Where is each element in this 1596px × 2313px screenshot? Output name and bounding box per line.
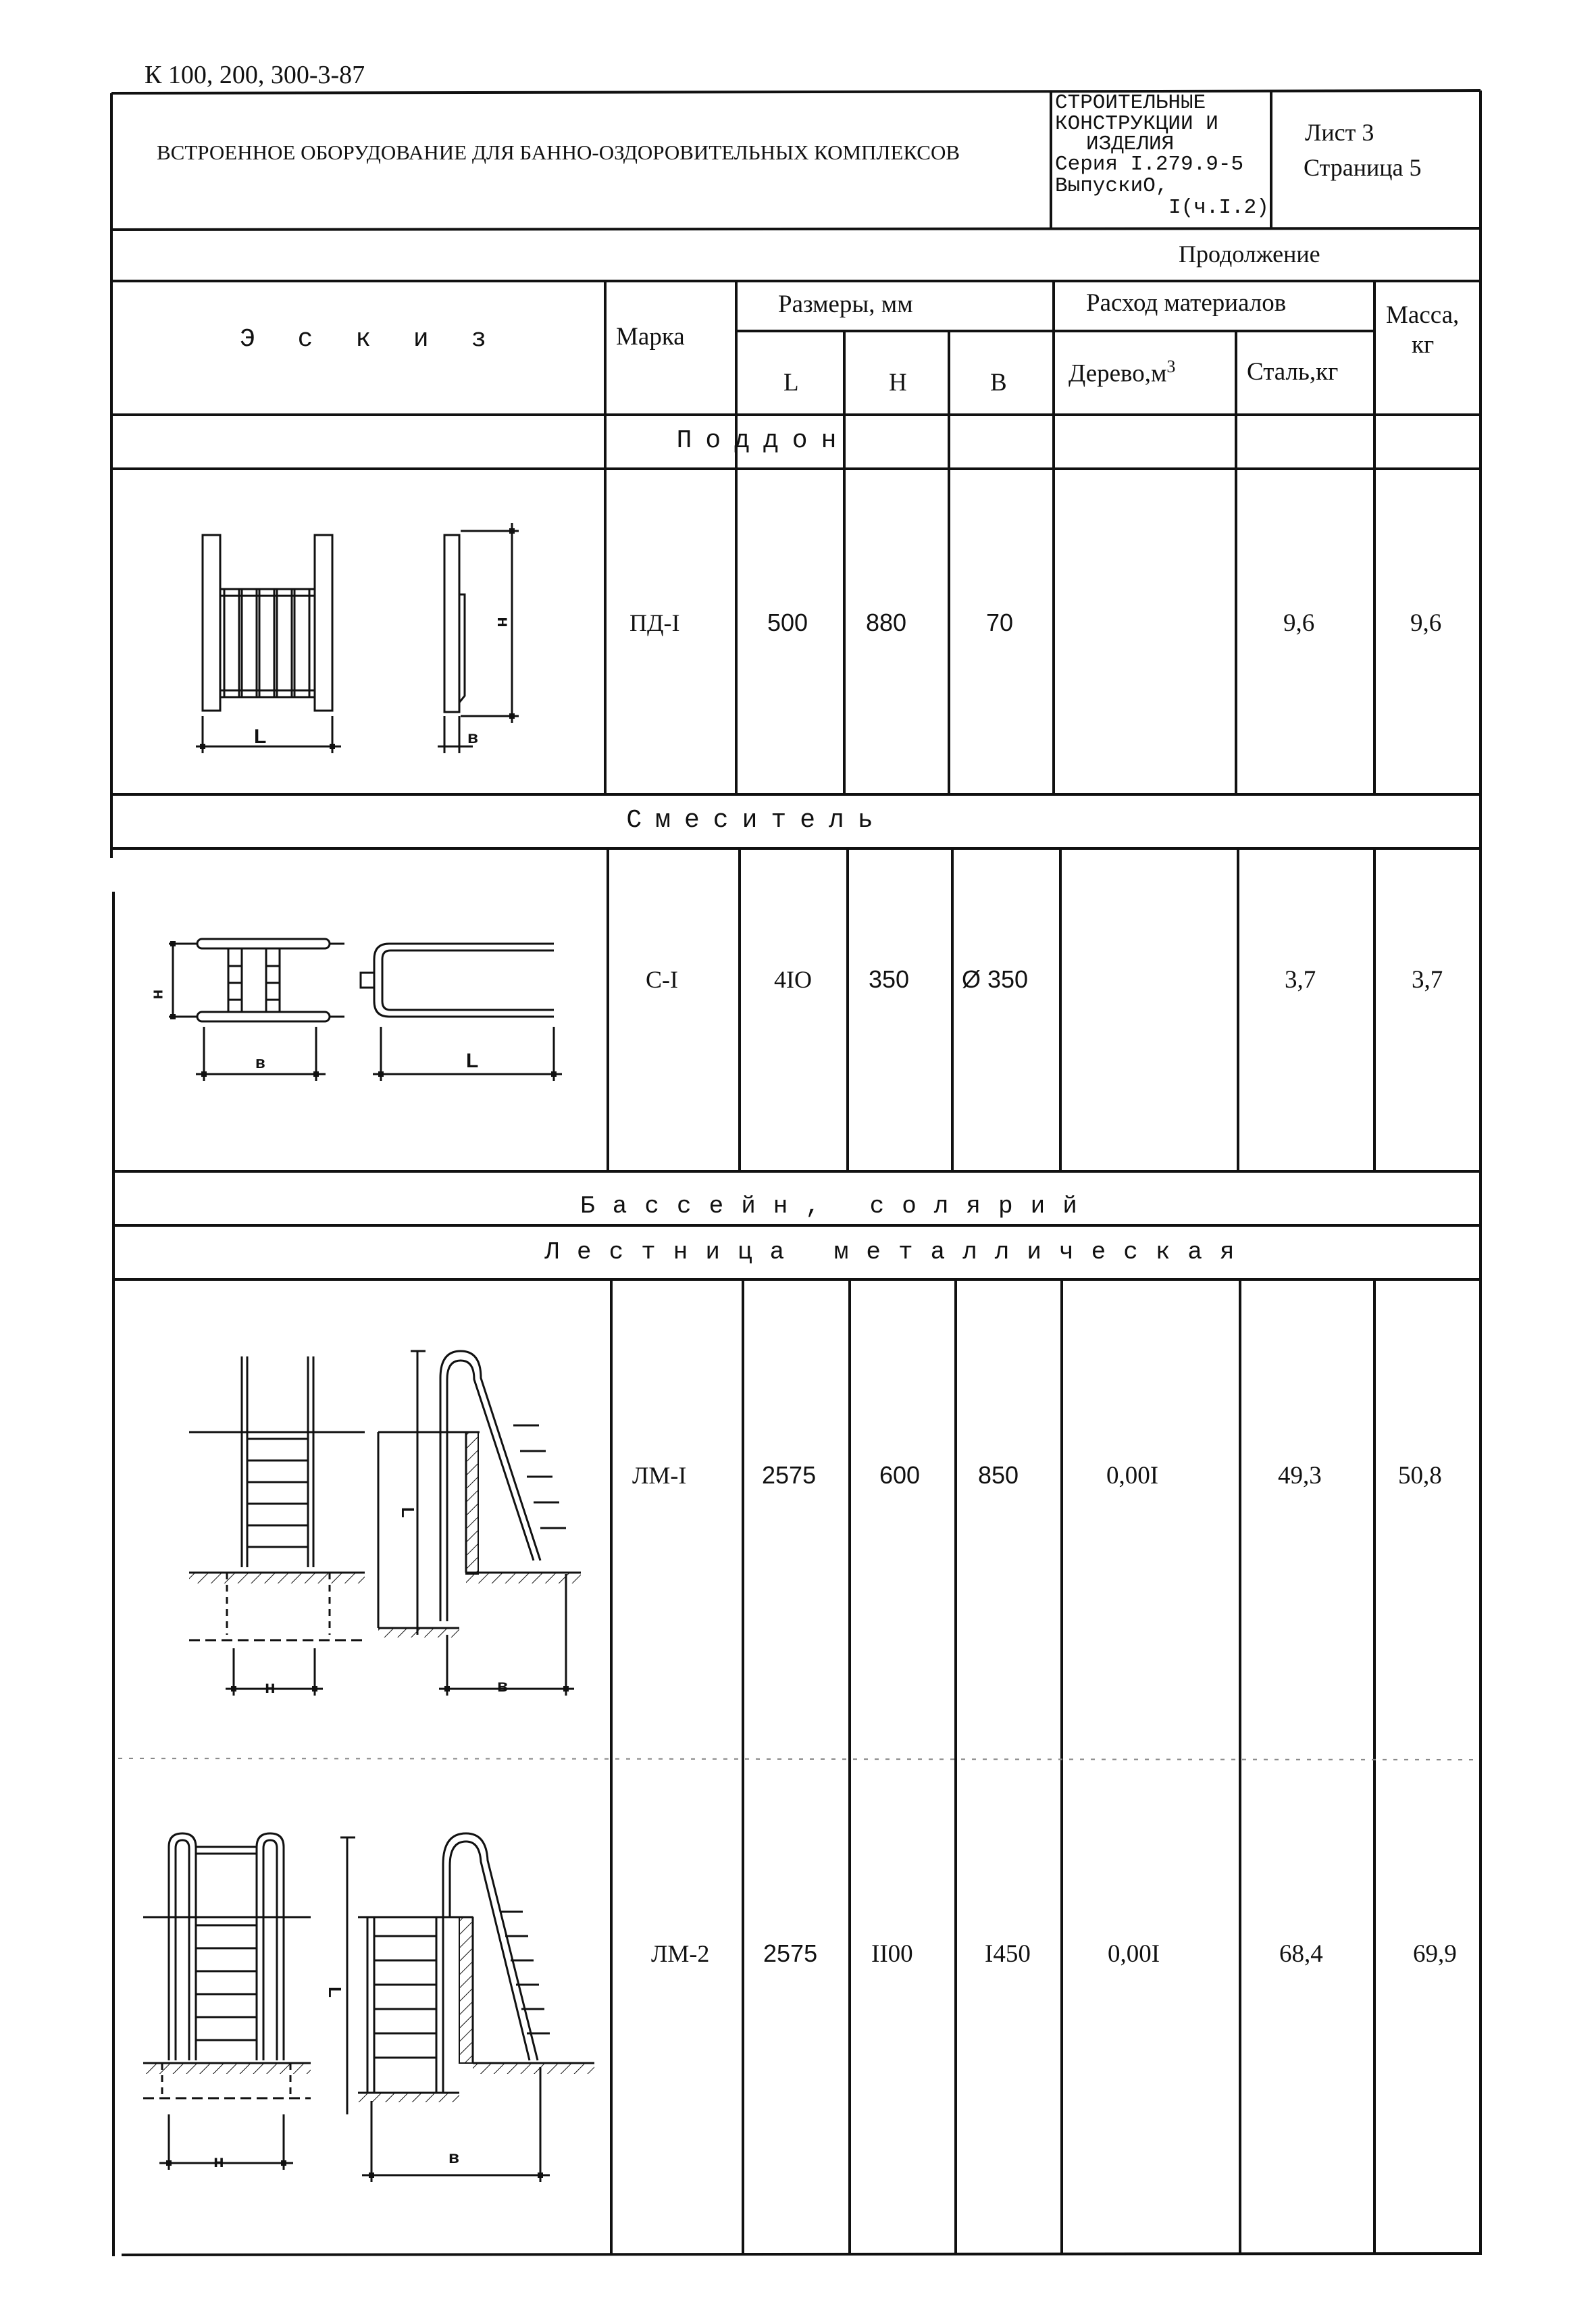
row-mark: ЛМ-2	[651, 1940, 710, 1967]
row-L: 500	[767, 609, 808, 636]
sketch-ladder-lm1	[176, 1338, 594, 1729]
sketch-label-b: в	[255, 1054, 265, 1072]
section-title-smesitel: Смеситель	[626, 806, 887, 835]
series-stamp-line-6: I(ч.I.2)	[1168, 196, 1269, 220]
series-stamp-line-3: ИЗДЕЛИЯ	[1086, 132, 1175, 156]
col-header-B: B	[990, 369, 1007, 397]
series-stamp-line-1: СТРОИТЕЛЬНЫЕ	[1055, 91, 1206, 115]
sketch-label-b: в	[448, 2147, 459, 2167]
row-H: 350	[869, 965, 910, 993]
row-mass: 69,9	[1413, 1940, 1457, 1968]
continuation-label: Продолжение	[1179, 240, 1320, 268]
section-title-poddon: Поддон	[676, 426, 850, 455]
row-B: 850	[978, 1461, 1019, 1489]
col-header-H: H	[889, 369, 907, 397]
row-mass: 9,6	[1410, 609, 1442, 637]
row-L: 2575	[762, 1461, 817, 1489]
row-steel: 49,3	[1278, 1462, 1322, 1490]
row-L: 4IO	[774, 966, 812, 993]
row-mark: ЛМ-I	[632, 1462, 687, 1489]
document-title: ВСТРОЕННОЕ ОБОРУДОВАНИЕ ДЛЯ БАННО-ОЗДОРОВИТЕЛЬНЫХ КОМПЛЕКСОВ	[157, 141, 960, 164]
row-L: 2575	[763, 1939, 818, 1967]
row-mass: 50,8	[1398, 1462, 1442, 1490]
section-title-pool: Бассейн, солярий	[580, 1192, 1095, 1220]
sketch-label-b: в	[497, 1675, 508, 1696]
series-stamp-line-5: ВыпускиО,	[1055, 174, 1168, 198]
sketch-ladder-lm2	[135, 1817, 594, 2209]
sketch-label-L: L	[466, 1050, 479, 1072]
sketch-label-L: L	[254, 726, 267, 748]
col-header-steel: Сталь,кг	[1247, 358, 1339, 386]
sketch-label-h: н	[265, 1677, 276, 1697]
sketch-label-h: н	[148, 989, 167, 1000]
sketch-label-h: н	[213, 2151, 224, 2171]
row-steel: 3,7	[1285, 966, 1316, 994]
row-wood: 0,00I	[1106, 1462, 1159, 1490]
sketch-label-L: L	[324, 1987, 345, 1998]
sketch-label-B: в	[467, 727, 478, 747]
col-header-L: L	[783, 369, 799, 397]
row-mark: С-I	[646, 966, 678, 993]
row-H: II00	[871, 1940, 913, 1968]
sketch-mixer	[149, 919, 567, 1108]
row-steel: 68,4	[1279, 1940, 1323, 1968]
col-header-mass-unit: кг	[1412, 331, 1435, 359]
section-title-ladder: Лестница металлическая	[544, 1238, 1252, 1266]
row-B: I450	[985, 1940, 1031, 1968]
row-H: 880	[866, 609, 907, 636]
sheet-number: Лист 3	[1305, 119, 1374, 146]
sketch-label-H: н	[493, 617, 514, 628]
row-B: 70	[986, 609, 1014, 636]
row-steel: 9,6	[1283, 609, 1315, 637]
series-stamp-line-4: Серия I.279.9-5	[1055, 153, 1244, 176]
row-mass: 3,7	[1412, 966, 1443, 994]
col-header-mark: Марка	[616, 323, 685, 351]
row-mark: ПД-I	[629, 609, 680, 636]
col-header-sizes: Размеры, мм	[778, 290, 913, 318]
series-stamp-line-2: КОНСТРУКЦИИ И	[1055, 112, 1218, 136]
col-header-materials: Расход материалов	[1086, 289, 1287, 317]
page-number: Страница 5	[1304, 154, 1422, 181]
sketch-tray	[182, 513, 561, 770]
document-code: К 100, 200, 300-3-87	[145, 61, 365, 89]
col-header-wood: $Дерево,м^3$	[1069, 357, 1176, 388]
row-wood: 0,00I	[1108, 1940, 1160, 1968]
col-header-mass: Масса,	[1386, 301, 1460, 329]
sketch-label-L: L	[397, 1507, 418, 1518]
row-H: 600	[879, 1461, 921, 1489]
col-header-sketch: Э с к и з	[240, 325, 500, 354]
row-B: Ø 350	[962, 965, 1029, 993]
